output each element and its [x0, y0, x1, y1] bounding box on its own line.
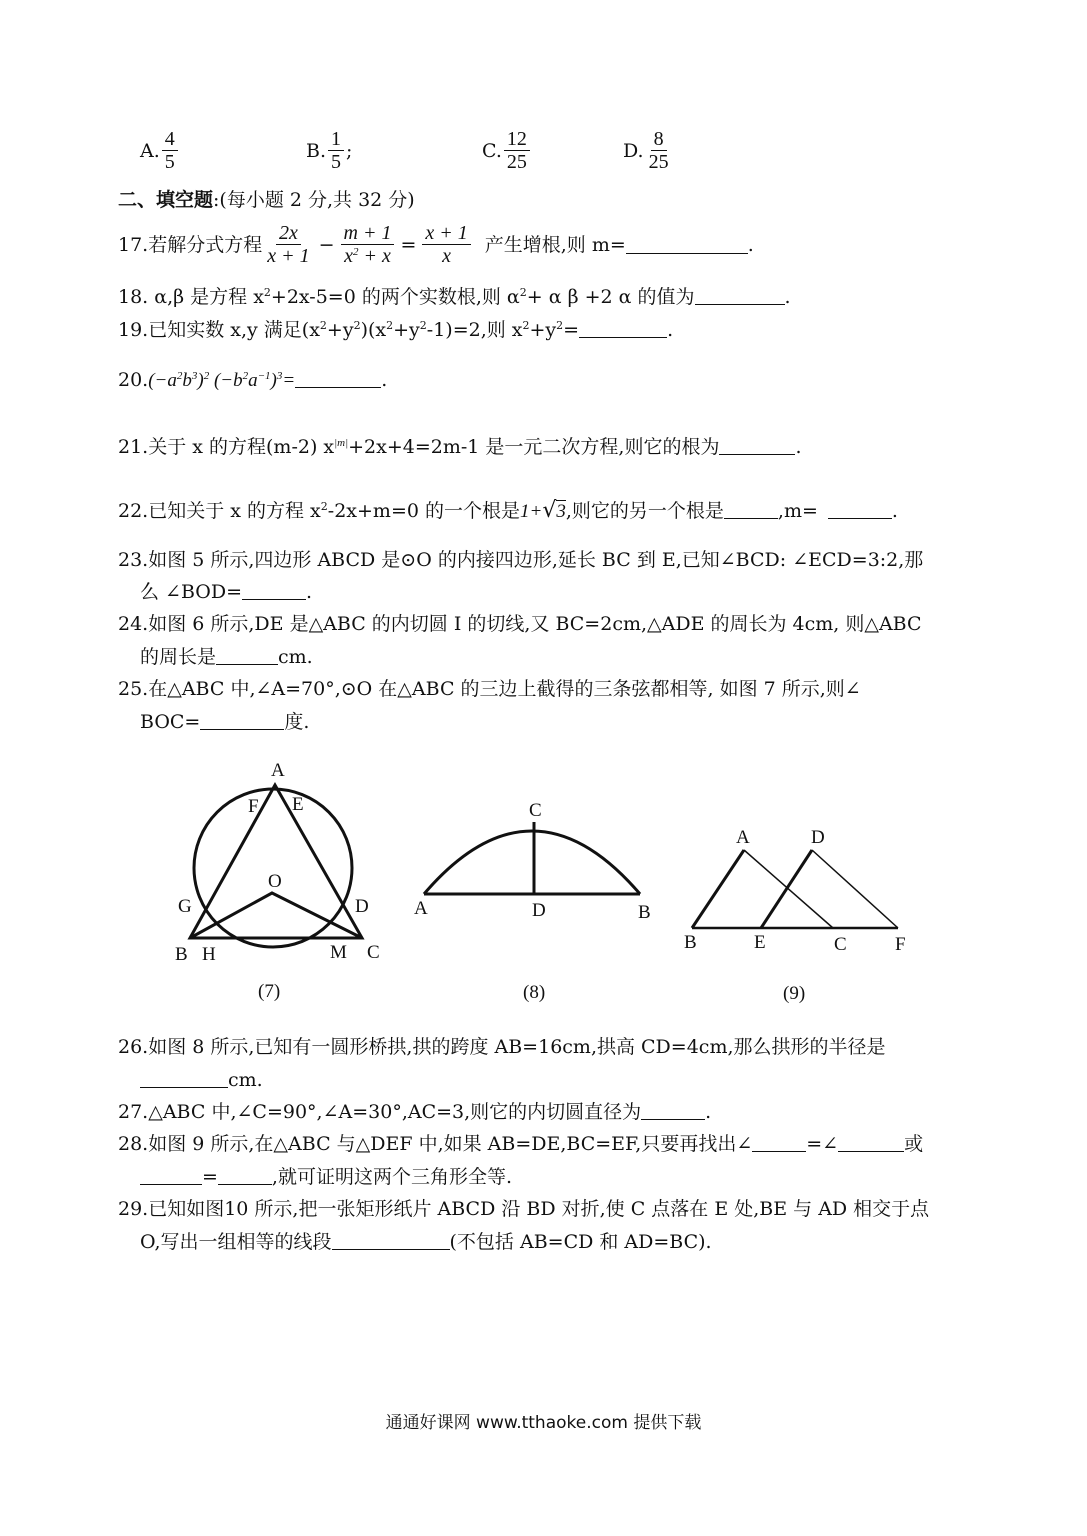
option-fraction: $\frac{4}{5}$ — [162, 128, 178, 173]
fig7-label: C — [367, 942, 380, 963]
fig7-label: D — [355, 896, 369, 917]
option-b: B. $\frac{1}{5}$ ; — [306, 128, 353, 173]
question-18: 18. α,β 是方程 $x^2+2x-5=0$ 的两个实数根,则 $\alpha^2+ \alpha$ β +2 α 的值为 . — [118, 286, 791, 308]
fig9-caption: (9) — [783, 983, 806, 1004]
page-footer: 通通好课网 www.tthaoke.com 提供下载 — [385, 1413, 702, 1433]
fig8-label: A — [414, 898, 428, 919]
fig7-label: O — [268, 871, 282, 892]
fig7-label: E — [292, 794, 304, 815]
question-23: 23.如图 5 所示,四边形 ABCD 是⊙O 的内接四边形,延长 BC 到 E,已知∠BCD: ∠ECD=3:2,那 — [118, 549, 924, 571]
fig9-label: B — [684, 932, 697, 953]
question-22: 22.已知关于 x 的方程 $x^2-2x+m=0$ 的一个根是1+√3,则它的另一个根是 ,m= . — [118, 498, 898, 523]
question-26: 26.如图 8 所示,已知有一圆形桥拱,拱的跨度 AB=16cm,拱高 CD=4cm,那么拱形的半径是 — [118, 1036, 886, 1058]
fig9-label: A — [736, 827, 750, 848]
fig8-label: B — [638, 902, 651, 923]
figure-9 — [684, 827, 906, 1004]
answer-blank — [838, 1133, 904, 1152]
sqrt-symbol: √ — [542, 498, 557, 523]
fraction: $\frac{x + 1}{x}$ — [422, 222, 470, 267]
fig8-label: C — [529, 800, 542, 821]
option-fraction: $\frac{1}{5}$ — [328, 128, 344, 173]
question-20: $20.(-a^2b^3)^2$ $(-b^2a^{-1})^3=$ . — [118, 369, 388, 391]
question-25-cont: BOC= 度. — [140, 711, 310, 733]
answer-blank — [752, 1133, 806, 1152]
fig7-label: F — [248, 796, 259, 817]
option-fraction: $\frac{8}{25}$ — [648, 128, 669, 173]
fig9-side-de — [761, 850, 812, 928]
fraction: $\frac{m + 1}{x^2 + x}$ — [341, 222, 395, 267]
fig8-arc — [424, 831, 640, 894]
fig9-label: D — [811, 827, 825, 848]
fig7-label: A — [271, 760, 285, 781]
question-25: 25.在△ABC 中,∠A=70°,⊙O 在△ABC 的三边上截得的三条弦都相等, 如图 7 所示,则∠ — [118, 678, 861, 700]
fig7-caption: (7) — [258, 981, 281, 1002]
option-letter: A. — [140, 139, 160, 162]
fig9-side-df — [812, 850, 898, 928]
option-letter: D. — [623, 139, 644, 162]
option-letter: B. — [306, 139, 327, 162]
answer-blank — [140, 1166, 202, 1185]
question-29: 29.已知如图10 所示,把一张矩形纸片 ABCD 沿 BD 对折,使 C 点落在 E 处,BE 与 AD 相交于点 — [118, 1198, 930, 1220]
fig9-side-ab — [692, 850, 744, 928]
question-28-cont: = ,就可证明这两个三角形全等. — [118, 1165, 512, 1189]
question-19: 19.已知实数 x,y 满足$(x^2+y^2)(x^2+y^2-1)=2$,则 $x^2+y^2=$ . — [118, 319, 674, 341]
fig9-label: E — [754, 932, 766, 953]
fig9-side-ac — [744, 850, 833, 928]
answer-blank — [218, 1166, 272, 1185]
fig8-caption: (8) — [523, 982, 546, 1003]
figure-7 — [175, 760, 380, 1002]
fig8-label: D — [532, 900, 546, 921]
fraction: $\frac{2x}{x + 1}$ — [267, 222, 310, 267]
fig7-label: H — [202, 944, 216, 965]
question-24-cont: 的周长是 cm. — [140, 646, 313, 668]
answer-blank — [332, 1231, 450, 1250]
figure-8 — [414, 800, 651, 1003]
fig7-label: G — [178, 896, 192, 917]
answer-blank — [140, 1069, 228, 1088]
question-21: 21.关于 x 的方程(m-2) $x^{|m|}+2x+4=2m-1$ 是一元二次方程,则它的根为 . — [118, 436, 802, 458]
section-title: 二、填空题 — [118, 189, 214, 211]
answer-blank — [641, 1101, 705, 1120]
question-23-cont: 么 ∠BOD= . — [140, 581, 313, 603]
question-17: 17.若解分式方程 $\frac{2x}{x + 1}$ − $\frac{m + 1}{x^2 + x}$ = $\frac{x + 1}{x}$ 产生增根,则 m= . — [118, 222, 754, 267]
fig9-label: C — [834, 934, 847, 955]
question-28: 28.如图 9 所示,在△ABC 与△DEF 中,如果 AB=DE,BC=EF,只要再找出∠ =∠ 或 — [118, 1133, 924, 1155]
question-26-cont: cm. — [118, 1068, 263, 1092]
fig9-label: F — [895, 934, 906, 955]
fig7-label: B — [175, 944, 188, 965]
question-29-cont: O,写出一组相等的线段 (不包括 AB=CD 和 AD=BC). — [140, 1231, 712, 1253]
fig7-label: M — [330, 942, 347, 963]
option-fraction: $\frac{12}{25}$ — [504, 128, 530, 173]
question-27: 27.△ABC 中,∠C=90°,∠A=30°,AC=3,则它的内切圆直径为 . — [118, 1101, 712, 1123]
section-note: :(每小题 2 分,共 32 分) — [213, 189, 415, 211]
question-24: 24.如图 6 所示,DE 是△ABC 的内切圆 I 的切线,又 BC=2cm,△ADE 的周长为 4cm, 则△ABC — [118, 613, 922, 635]
option-letter: C. — [482, 139, 502, 162]
